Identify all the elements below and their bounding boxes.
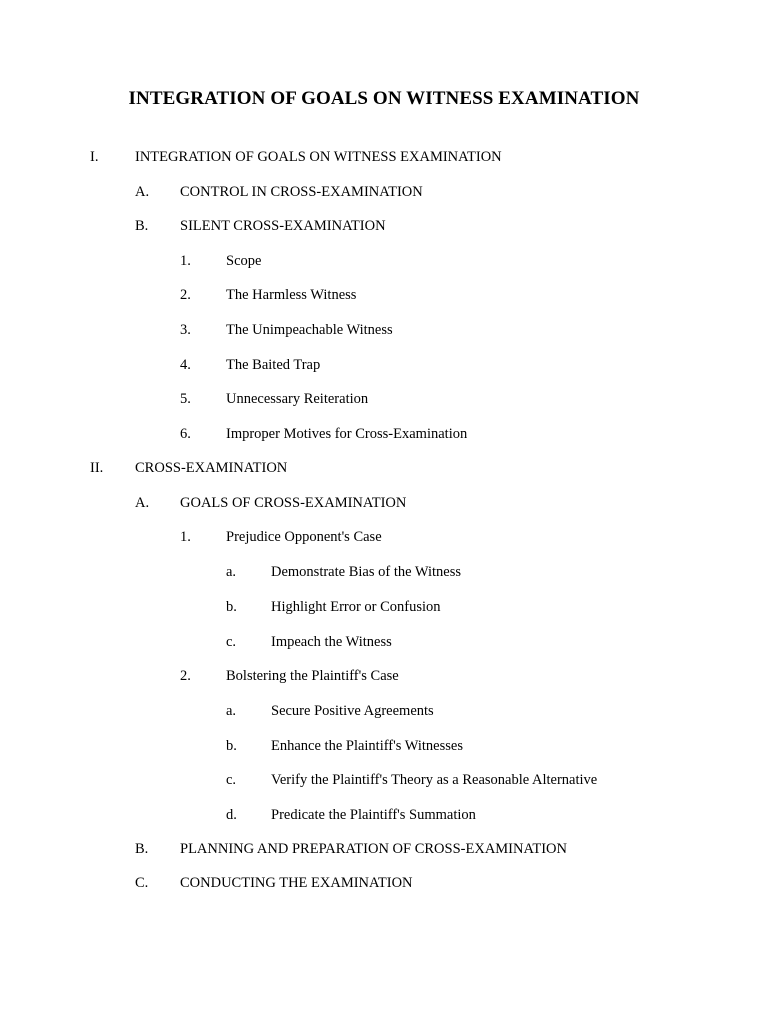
outline-marker: II. [90,460,104,476]
outline-text: SILENT CROSS-EXAMINATION [180,218,386,234]
outline-item [0,147,768,167]
outline-item [0,320,768,340]
outline-item [0,216,768,236]
outline-marker: B. [135,218,149,234]
outline-item [0,458,768,478]
outline-marker: c. [226,634,237,650]
outline-text: Unnecessary Reiteration [226,391,369,407]
outline-item [0,355,768,375]
outline-item [0,632,768,652]
outline-marker: 5. [180,391,191,407]
outline-text: The Baited Trap [226,357,321,373]
outline-item [0,182,768,202]
outline-text: CROSS-EXAMINATION [135,460,288,476]
outline-marker: a. [226,703,237,719]
outline-marker: 2. [180,287,191,303]
outline-text: CONTROL IN CROSS-EXAMINATION [180,184,423,200]
outline-text: Prejudice Opponent's Case [226,529,382,545]
outline-text: Secure Positive Agreements [271,703,434,719]
outline-text: GOALS OF CROSS-EXAMINATION [180,495,407,511]
outline-text: Bolstering the Plaintiff's Case [226,668,399,684]
outline-marker: I. [90,149,99,165]
outline-marker: b. [226,599,237,615]
outline-item [0,701,768,721]
outline-item [0,770,768,790]
outline-text: Enhance the Plaintiff's Witnesses [271,738,463,754]
outline-item [0,389,768,409]
outline-item [0,493,768,513]
outline-text: The Unimpeachable Witness [226,322,393,338]
outline-text: Highlight Error or Confusion [271,599,441,615]
outline-text: CONDUCTING THE EXAMINATION [180,875,413,891]
outline-text: PLANNING AND PREPARATION OF CROSS-EXAMINATION [180,841,567,857]
outline-text: Improper Motives for Cross-Examination [226,426,468,442]
outline-text: Impeach the Witness [271,634,392,650]
outline-item [0,527,768,547]
outline-item [0,873,768,893]
outline-text: Predicate the Plaintiff's Summation [271,807,476,823]
outline-marker: 6. [180,426,191,442]
outline-marker: 2. [180,668,191,684]
outline-text: INTEGRATION OF GOALS ON WITNESS EXAMINATION [135,149,502,165]
outline-marker: A. [135,184,150,200]
outline-item [0,839,768,859]
outline-marker: d. [226,807,237,823]
outline-marker: A. [135,495,150,511]
outline-marker: 3. [180,322,191,338]
outline-marker: 4. [180,357,191,373]
outline-marker: 1. [180,253,191,269]
outline-item [0,666,768,686]
outline-item [0,736,768,756]
document-title: INTEGRATION OF GOALS ON WITNESS EXAMINATION [128,88,640,109]
outline-text: The Harmless Witness [226,287,357,303]
outline-item [0,285,768,305]
outline-item [0,805,768,825]
outline-item [0,597,768,617]
outline-marker: c. [226,772,237,788]
outline-marker: C. [135,875,149,891]
outline-text: Demonstrate Bias of the Witness [271,564,462,580]
outline-text: Verify the Plaintiff's Theory as a Reasonable Alternative [271,772,598,788]
outline-marker: a. [226,564,237,580]
outline-item [0,562,768,582]
outline-item [0,251,768,271]
outline-marker: 1. [180,529,191,545]
outline-item [0,424,768,444]
outline-marker: b. [226,738,237,754]
outline-marker: B. [135,841,149,857]
outline-text: Scope [226,253,262,269]
